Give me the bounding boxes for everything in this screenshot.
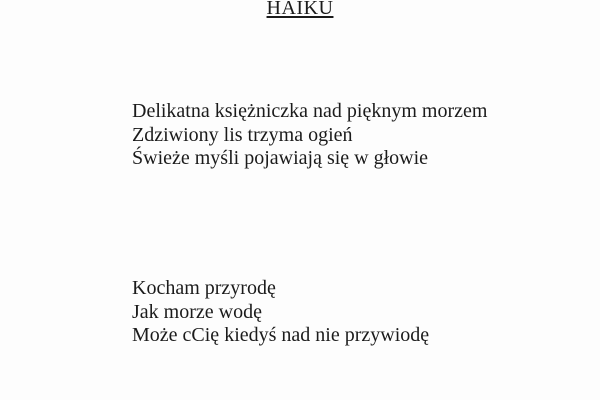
poem-line: Delikatna księżniczka nad pięknym morzem	[132, 100, 488, 122]
stanza-1	[132, 100, 487, 171]
poem-line: Może cCię kiedyś nad nie przywiodę	[132, 324, 430, 346]
stanza-2	[132, 277, 429, 348]
poem-line: Świeże myśli pojawiają się w głowie	[132, 147, 429, 169]
poem-line: Zdziwiony lis trzyma ogień	[132, 123, 353, 146]
poem-line: Jak morze wodę	[132, 300, 262, 323]
poem-line: Kocham przyrodę	[132, 277, 276, 299]
document-title: HAIKU	[266, 0, 334, 19]
